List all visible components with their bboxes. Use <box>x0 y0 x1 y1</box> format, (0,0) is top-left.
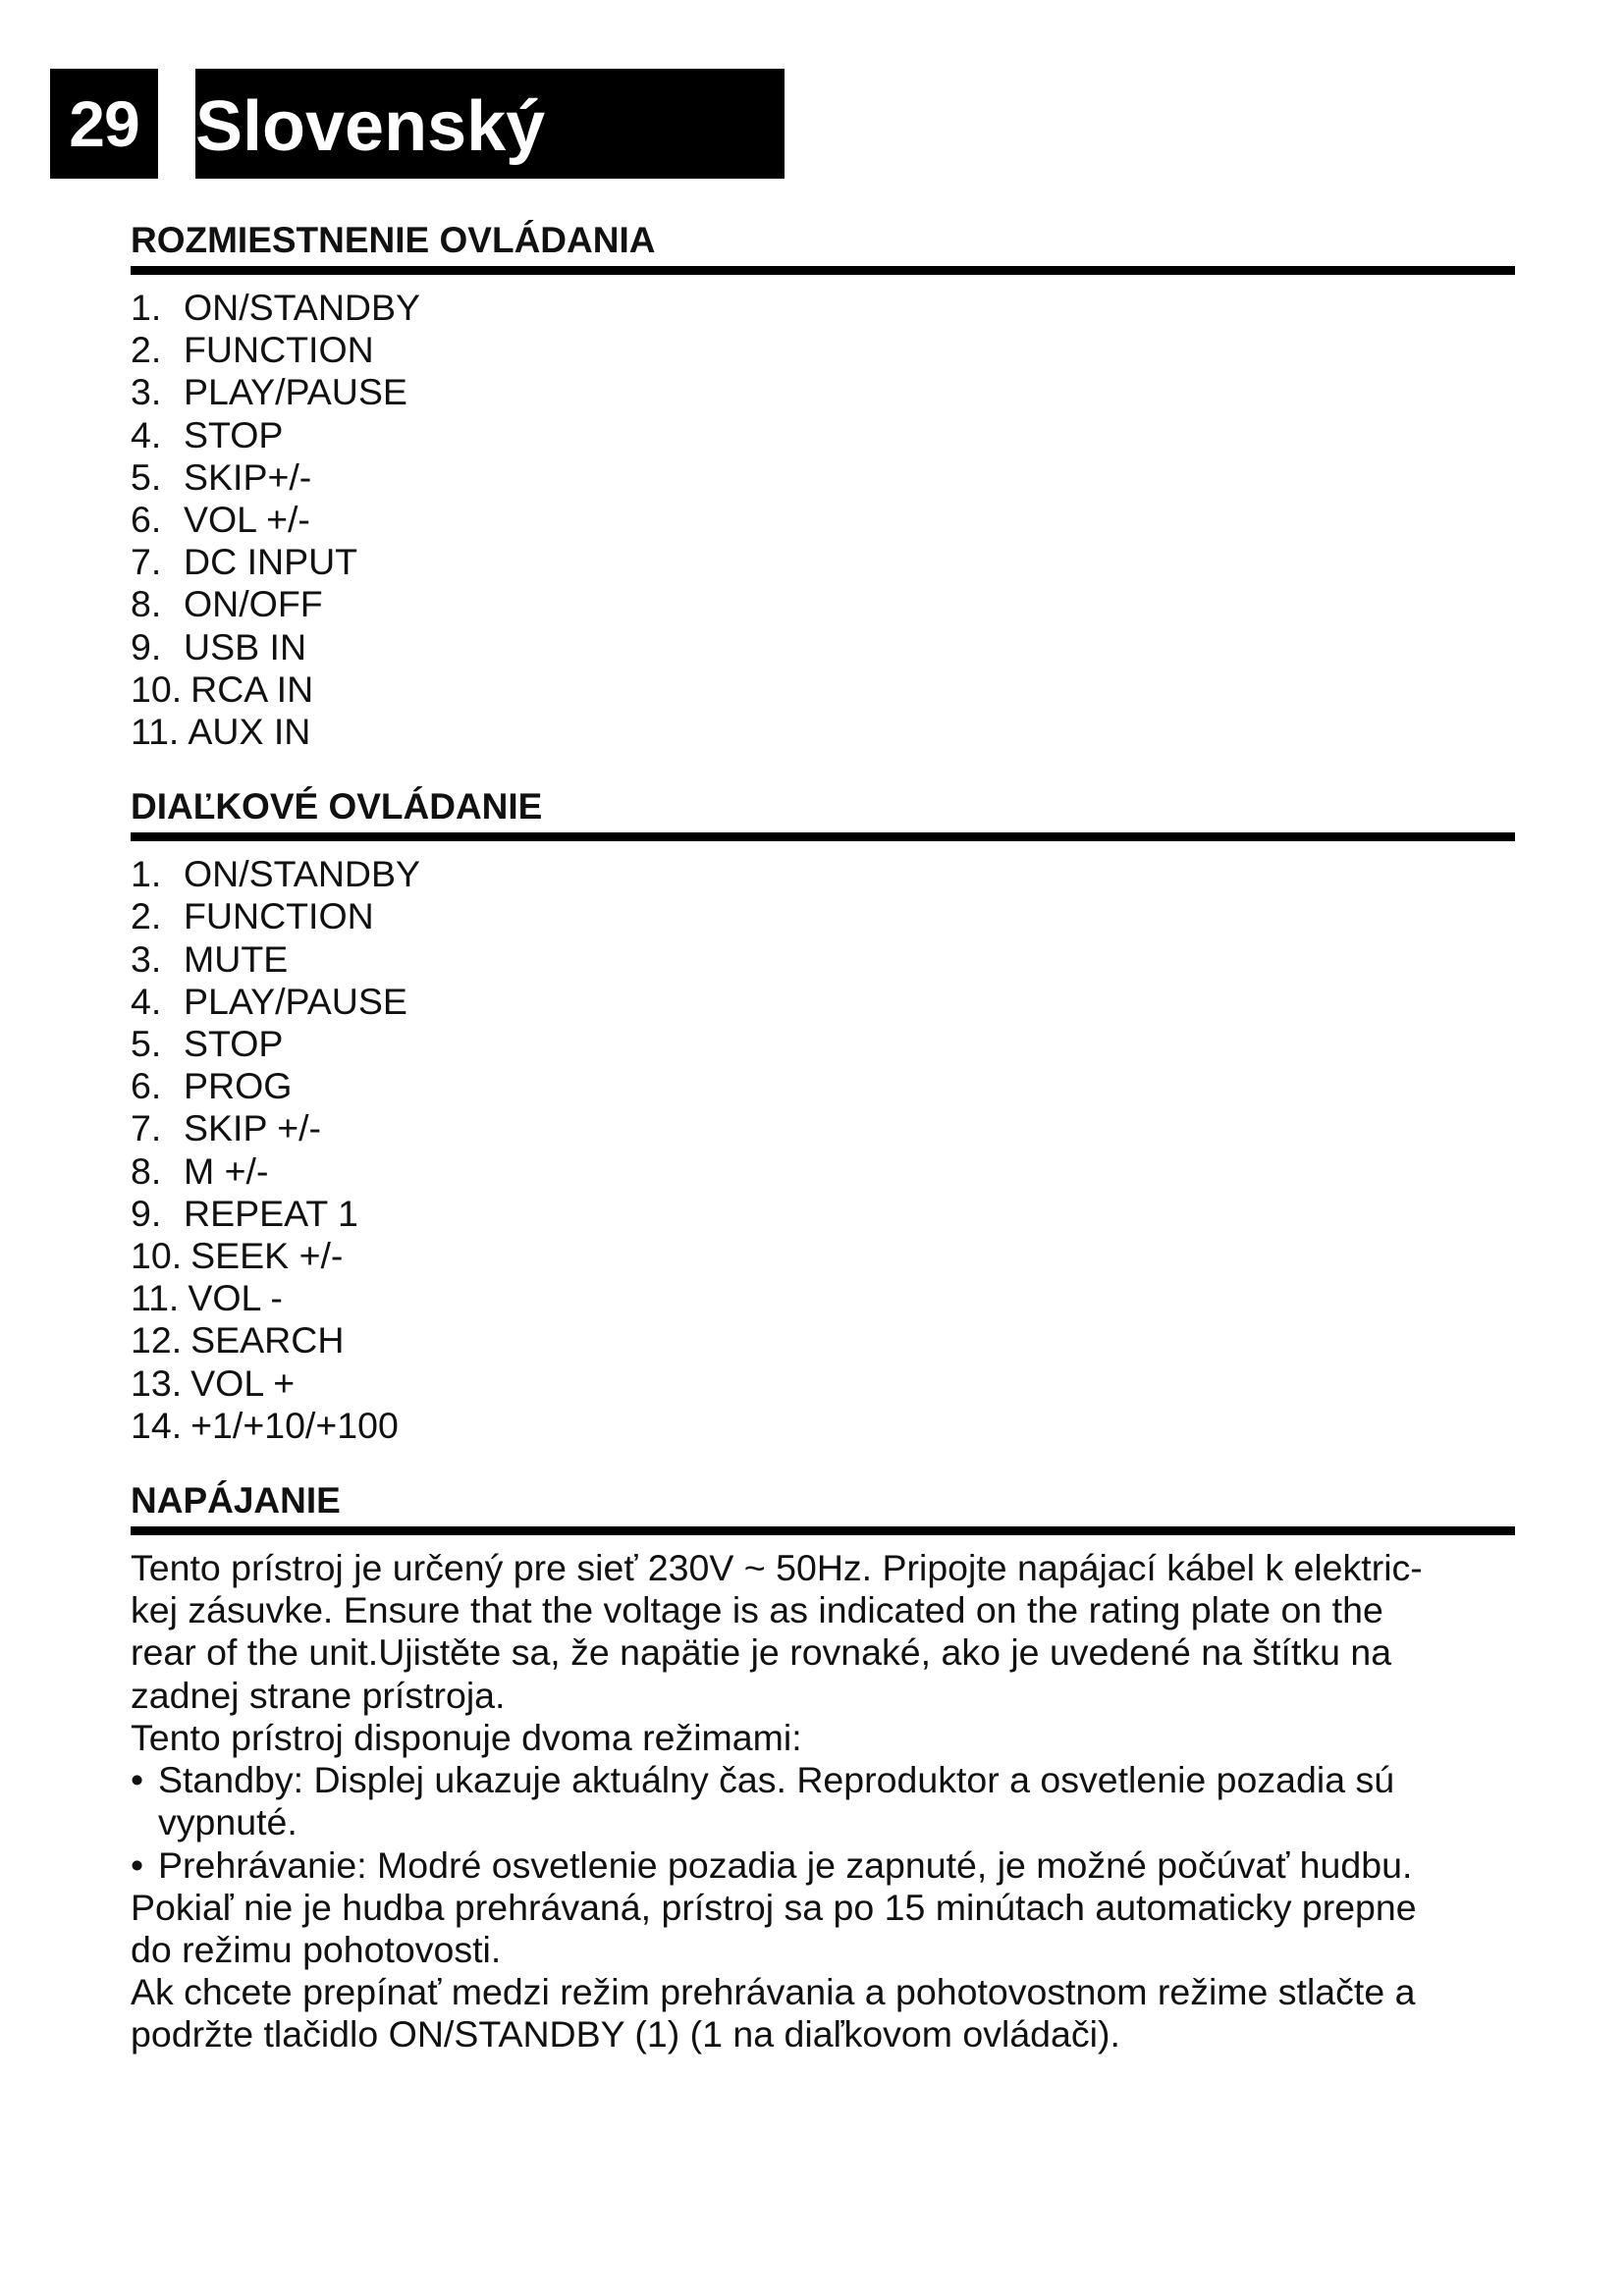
list-item <box>131 1107 1515 1149</box>
item-number: 3. <box>131 937 162 980</box>
paragraph-line: rear of the unit.Ujistěte sa, že napätie je rovnaké, ako je uvedené na štítku na <box>131 1631 1392 1674</box>
list-item <box>131 711 1515 753</box>
item-label: USB IN <box>184 625 307 667</box>
power-heading: NAPÁJANIE <box>131 1478 1515 1535</box>
item-number: 5. <box>131 455 162 498</box>
list-item <box>131 456 1515 499</box>
controls-list <box>131 287 1515 753</box>
item-number: 7. <box>131 1107 162 1149</box>
item-label: PROG <box>184 1065 293 1107</box>
item-number: 4. <box>131 980 162 1022</box>
paragraph-line: Pokiaľ nie je hudba prehrávaná, prístroj sa po 15 minútach automaticky prepne <box>131 1886 1417 1928</box>
bullet-line: vypnuté. <box>158 1801 298 1843</box>
item-label: STOP <box>184 413 284 455</box>
item-label: ON/STANDBY <box>184 853 421 895</box>
list-item <box>131 1023 1515 1065</box>
item-number: 1. <box>131 853 162 895</box>
list-item <box>131 626 1515 668</box>
item-label: ON/OFF <box>184 583 323 625</box>
paragraph-line: do režimu pohotovosti. <box>131 1928 502 1970</box>
list-item <box>131 1405 1515 1447</box>
list-item <box>131 1235 1515 1277</box>
item-number: 2. <box>131 895 162 937</box>
list-item <box>131 1319 1515 1362</box>
list-item <box>131 1193 1515 1235</box>
item-number: 11. <box>131 1277 180 1319</box>
item-label: VOL +/- <box>184 499 310 541</box>
item-label: FUNCTION <box>184 895 374 937</box>
page-number: 29 <box>50 69 158 179</box>
item-label: RCA IN <box>190 667 314 710</box>
item-label: PLAY/PAUSE <box>184 980 407 1022</box>
item-label: SKIP +/- <box>184 1107 322 1149</box>
controls-heading: ROZMIESTNENIE OVLÁDANIA <box>131 218 1515 275</box>
item-number: 6. <box>131 499 162 541</box>
item-label: SEARCH <box>190 1319 345 1362</box>
list-item <box>131 414 1515 456</box>
item-label: MUTE <box>184 937 289 980</box>
item-label: +1/+10/+100 <box>190 1404 399 1446</box>
item-number: 7. <box>131 541 162 583</box>
item-number: 5. <box>131 1023 162 1065</box>
list-item <box>131 287 1515 329</box>
bullet-icon: • <box>131 1843 144 1886</box>
list-item <box>131 895 1515 937</box>
item-label: DC INPUT <box>184 541 358 583</box>
paragraph-line: zadnej strane prístroja. <box>131 1674 506 1716</box>
manual-content <box>131 218 1515 2056</box>
remote-list <box>131 853 1515 1447</box>
list-item <box>131 583 1515 625</box>
item-number: 10. <box>131 667 183 710</box>
item-number: 8. <box>131 1149 162 1192</box>
list-item <box>131 329 1515 371</box>
remote-heading: DIAĽKOVÉ OVLÁDANIE <box>131 784 1515 841</box>
paragraph-line: kej zásuvke. Ensure that the voltage is as indicated on the rating plate on the <box>131 1589 1383 1631</box>
list-item <box>131 1150 1515 1193</box>
item-label: ON/STANDBY <box>184 287 421 328</box>
modes-intro: Tento prístroj disponuje dvoma režimami: <box>131 1716 802 1758</box>
item-number: 9. <box>131 1192 162 1234</box>
item-number: 10. <box>131 1235 183 1277</box>
list-item <box>131 938 1515 981</box>
power-body <box>131 1547 1515 2056</box>
item-label: STOP <box>184 1023 284 1065</box>
item-label: PLAY/PAUSE <box>184 371 407 413</box>
item-number: 6. <box>131 1065 162 1107</box>
list-item <box>131 1362 1515 1405</box>
paragraph-line: Tento prístroj je určený pre sieť 230V ~ 50Hz. Pripojte napájací kábel k elektric- <box>131 1547 1423 1589</box>
item-number: 4. <box>131 413 162 455</box>
item-number: 14. <box>131 1404 183 1446</box>
bullet-item-standby <box>131 1759 1515 1843</box>
item-number: 8. <box>131 583 162 625</box>
list-item <box>131 668 1515 711</box>
item-label: M +/- <box>184 1149 269 1192</box>
item-number: 13. <box>131 1362 183 1404</box>
list-item <box>131 499 1515 541</box>
language-title: Slovenský <box>195 69 785 179</box>
item-label: SKIP+/- <box>184 455 312 498</box>
bullet-item-playback <box>131 1844 1515 1887</box>
item-label: AUX IN <box>188 711 311 753</box>
item-label: VOL + <box>190 1362 296 1404</box>
bullet-icon: • <box>131 1759 144 1801</box>
item-number: 9. <box>131 625 162 667</box>
list-item <box>131 541 1515 583</box>
item-number: 2. <box>131 329 162 371</box>
bullet-line: Standby: Displej ukazuje aktuálny čas. Reproduktor a osvetlenie pozadia sú <box>158 1759 1395 1801</box>
list-item <box>131 1277 1515 1319</box>
bullet-line: Prehrávanie: Modré osvetlenie pozadia je zapnuté, je možné počúvať hudbu. <box>158 1843 1413 1886</box>
item-number: 1. <box>131 287 162 328</box>
list-item <box>131 1065 1515 1107</box>
list-item <box>131 853 1515 895</box>
item-label: VOL - <box>188 1277 283 1319</box>
paragraph-line: podržte tlačidlo ON/STANDBY (1) (1 na diaľkovom ovládači). <box>131 2013 1120 2056</box>
item-number: 11. <box>131 711 180 753</box>
list-item <box>131 981 1515 1023</box>
item-label: SEEK +/- <box>190 1235 344 1277</box>
item-number: 3. <box>131 371 162 413</box>
item-label: FUNCTION <box>184 329 374 371</box>
paragraph-line: Ak chcete prepínať medzi režim prehrávania a pohotovostnom režime stlačte a <box>131 1971 1416 2013</box>
list-item <box>131 371 1515 413</box>
item-number: 12. <box>131 1319 183 1362</box>
item-label: REPEAT 1 <box>184 1192 358 1234</box>
